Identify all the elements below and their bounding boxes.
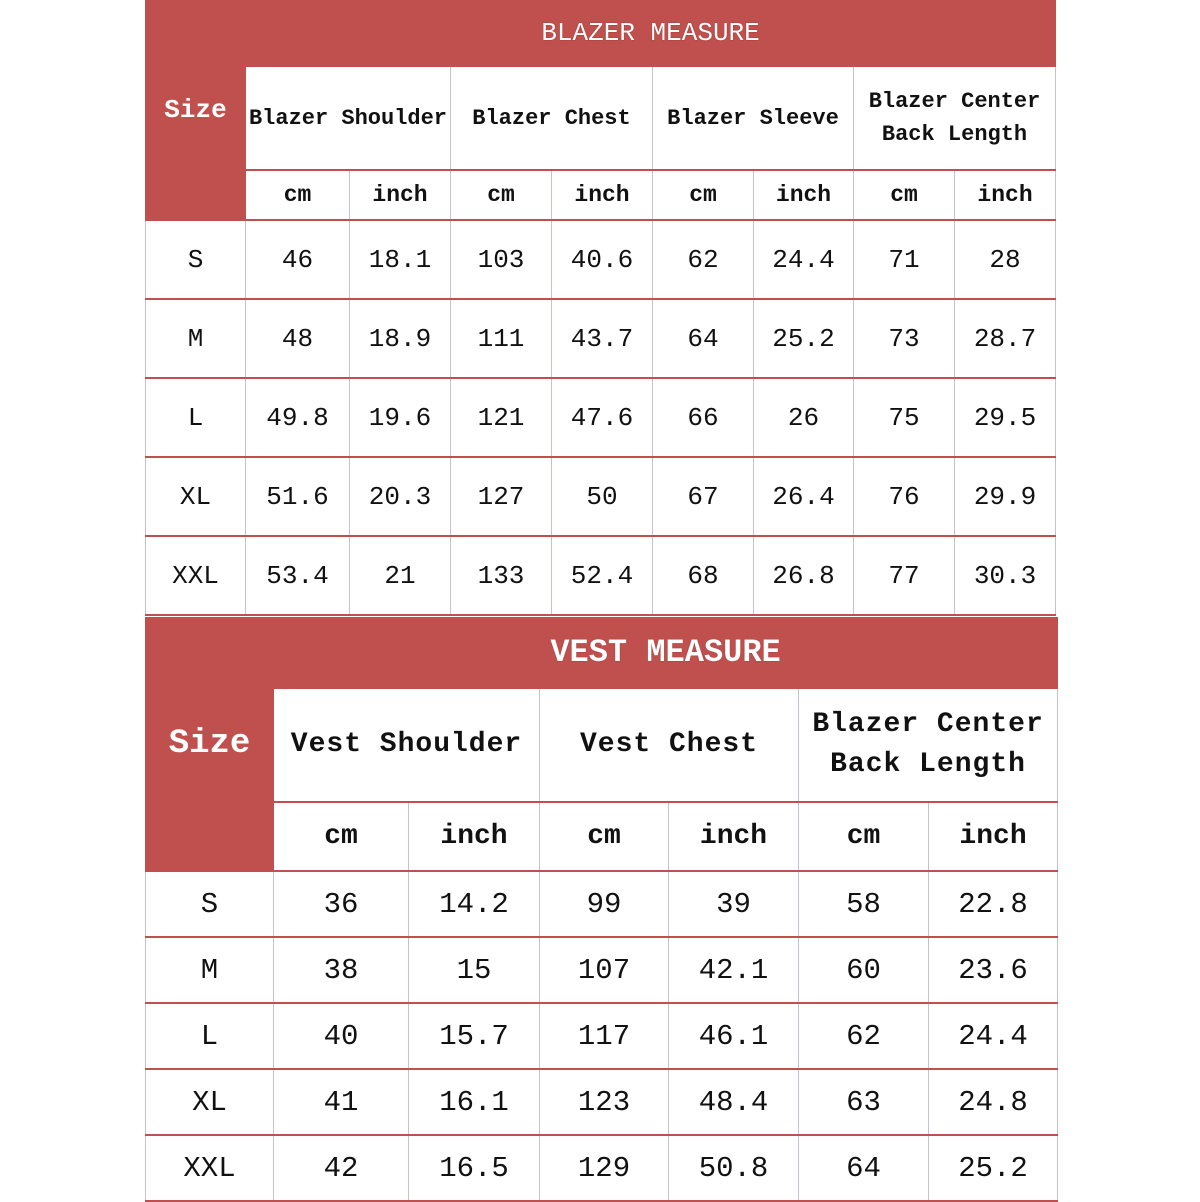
- value-cell: 24.8: [929, 1069, 1058, 1135]
- value-cell: 22.8: [929, 871, 1058, 937]
- value-cell: 63: [799, 1069, 929, 1135]
- table-row: [146, 1069, 1058, 1135]
- unit-header-cm: cm: [854, 170, 955, 220]
- value-cell: 47.6: [552, 378, 653, 457]
- unit-header-cm: cm: [451, 170, 552, 220]
- size-cell: M: [146, 299, 246, 378]
- value-cell: 121: [451, 378, 552, 457]
- group-header-row: [146, 688, 1058, 802]
- column-group-header: Blazer Chest: [451, 66, 653, 170]
- value-cell: 15: [409, 937, 540, 1003]
- value-cell: 129: [540, 1135, 669, 1201]
- value-cell: 42.1: [669, 937, 799, 1003]
- value-cell: 20.3: [350, 457, 451, 536]
- size-cell: XXL: [146, 536, 246, 615]
- value-cell: 42: [274, 1135, 409, 1201]
- size-cell: S: [146, 220, 246, 299]
- value-cell: 123: [540, 1069, 669, 1135]
- table-title: VEST MEASURE: [274, 617, 1058, 688]
- size-cell: XL: [146, 457, 246, 536]
- value-cell: 24.4: [929, 1003, 1058, 1069]
- value-cell: 77: [854, 536, 955, 615]
- value-cell: 73: [854, 299, 955, 378]
- table-row: [146, 220, 1056, 299]
- value-cell: 40: [274, 1003, 409, 1069]
- value-cell: 48.4: [669, 1069, 799, 1135]
- value-cell: 41: [274, 1069, 409, 1135]
- value-cell: 66: [653, 378, 754, 457]
- value-cell: 18.9: [350, 299, 451, 378]
- value-cell: 28: [955, 220, 1056, 299]
- value-cell: 64: [653, 299, 754, 378]
- value-cell: 16.1: [409, 1069, 540, 1135]
- unit-header-inch: inch: [350, 170, 451, 220]
- size-header: Size: [146, 617, 274, 871]
- size-cell: XXL: [146, 1135, 274, 1201]
- value-cell: 30.3: [955, 536, 1056, 615]
- unit-header-cm: cm: [274, 802, 409, 871]
- value-cell: 71: [854, 220, 955, 299]
- value-cell: 49.8: [246, 378, 350, 457]
- value-cell: 25.2: [929, 1135, 1058, 1201]
- table-row: [146, 871, 1058, 937]
- blazer-measure-table: [145, 0, 1056, 616]
- table-row: [146, 457, 1056, 536]
- column-group-header: Vest Shoulder: [274, 688, 540, 802]
- value-cell: 21: [350, 536, 451, 615]
- value-cell: 43.7: [552, 299, 653, 378]
- value-cell: 40.6: [552, 220, 653, 299]
- size-cell: S: [146, 871, 274, 937]
- value-cell: 60: [799, 937, 929, 1003]
- value-cell: 127: [451, 457, 552, 536]
- value-cell: 25.2: [754, 299, 854, 378]
- value-cell: 38: [274, 937, 409, 1003]
- column-group-header: Blazer Shoulder: [246, 66, 451, 170]
- value-cell: 18.1: [350, 220, 451, 299]
- column-group-header: Blazer Center Back Length: [854, 66, 1056, 170]
- value-cell: 68: [653, 536, 754, 615]
- value-cell: 67: [653, 457, 754, 536]
- group-header-row: [146, 66, 1056, 170]
- value-cell: 53.4: [246, 536, 350, 615]
- value-cell: 50.8: [669, 1135, 799, 1201]
- table-row: [146, 937, 1058, 1003]
- table-row: [146, 536, 1056, 615]
- value-cell: 15.7: [409, 1003, 540, 1069]
- value-cell: 103: [451, 220, 552, 299]
- table-title: BLAZER MEASURE: [246, 0, 1056, 66]
- unit-header-inch: inch: [754, 170, 854, 220]
- unit-header-inch: inch: [409, 802, 540, 871]
- size-cell: L: [146, 378, 246, 457]
- value-cell: 75: [854, 378, 955, 457]
- value-cell: 133: [451, 536, 552, 615]
- value-cell: 23.6: [929, 937, 1058, 1003]
- size-cell: L: [146, 1003, 274, 1069]
- value-cell: 62: [799, 1003, 929, 1069]
- unit-header-inch: inch: [552, 170, 653, 220]
- column-group-header: Vest Chest: [540, 688, 799, 802]
- value-cell: 46.1: [669, 1003, 799, 1069]
- size-cell: M: [146, 937, 274, 1003]
- value-cell: 14.2: [409, 871, 540, 937]
- table-row: [146, 378, 1056, 457]
- value-cell: 48: [246, 299, 350, 378]
- column-group-header: Blazer Center Back Length: [799, 688, 1058, 802]
- value-cell: 26.8: [754, 536, 854, 615]
- value-cell: 26: [754, 378, 854, 457]
- value-cell: 117: [540, 1003, 669, 1069]
- column-group-header: Blazer Sleeve: [653, 66, 854, 170]
- value-cell: 46: [246, 220, 350, 299]
- value-cell: 62: [653, 220, 754, 299]
- value-cell: 99: [540, 871, 669, 937]
- unit-header-cm: cm: [653, 170, 754, 220]
- value-cell: 16.5: [409, 1135, 540, 1201]
- value-cell: 58: [799, 871, 929, 937]
- value-cell: 64: [799, 1135, 929, 1201]
- value-cell: 50: [552, 457, 653, 536]
- table-row: [146, 1135, 1058, 1201]
- unit-header-cm: cm: [540, 802, 669, 871]
- value-cell: 39: [669, 871, 799, 937]
- unit-header-row: [146, 802, 1058, 871]
- size-header: Size: [146, 0, 246, 220]
- value-cell: 19.6: [350, 378, 451, 457]
- value-cell: 76: [854, 457, 955, 536]
- unit-header-inch: inch: [669, 802, 799, 871]
- unit-header-cm: cm: [799, 802, 929, 871]
- unit-header-row: [146, 170, 1056, 220]
- title-row: [146, 617, 1058, 688]
- value-cell: 24.4: [754, 220, 854, 299]
- table-row: [146, 299, 1056, 378]
- value-cell: 26.4: [754, 457, 854, 536]
- value-cell: 29.5: [955, 378, 1056, 457]
- value-cell: 36: [274, 871, 409, 937]
- unit-header-inch: inch: [955, 170, 1056, 220]
- value-cell: 28.7: [955, 299, 1056, 378]
- title-row: [146, 0, 1056, 66]
- unit-header-cm: cm: [246, 170, 350, 220]
- value-cell: 29.9: [955, 457, 1056, 536]
- size-cell: XL: [146, 1069, 274, 1135]
- unit-header-inch: inch: [929, 802, 1058, 871]
- table-row: [146, 1003, 1058, 1069]
- value-cell: 51.6: [246, 457, 350, 536]
- vest-measure-table: [145, 617, 1058, 1202]
- value-cell: 52.4: [552, 536, 653, 615]
- value-cell: 107: [540, 937, 669, 1003]
- value-cell: 111: [451, 299, 552, 378]
